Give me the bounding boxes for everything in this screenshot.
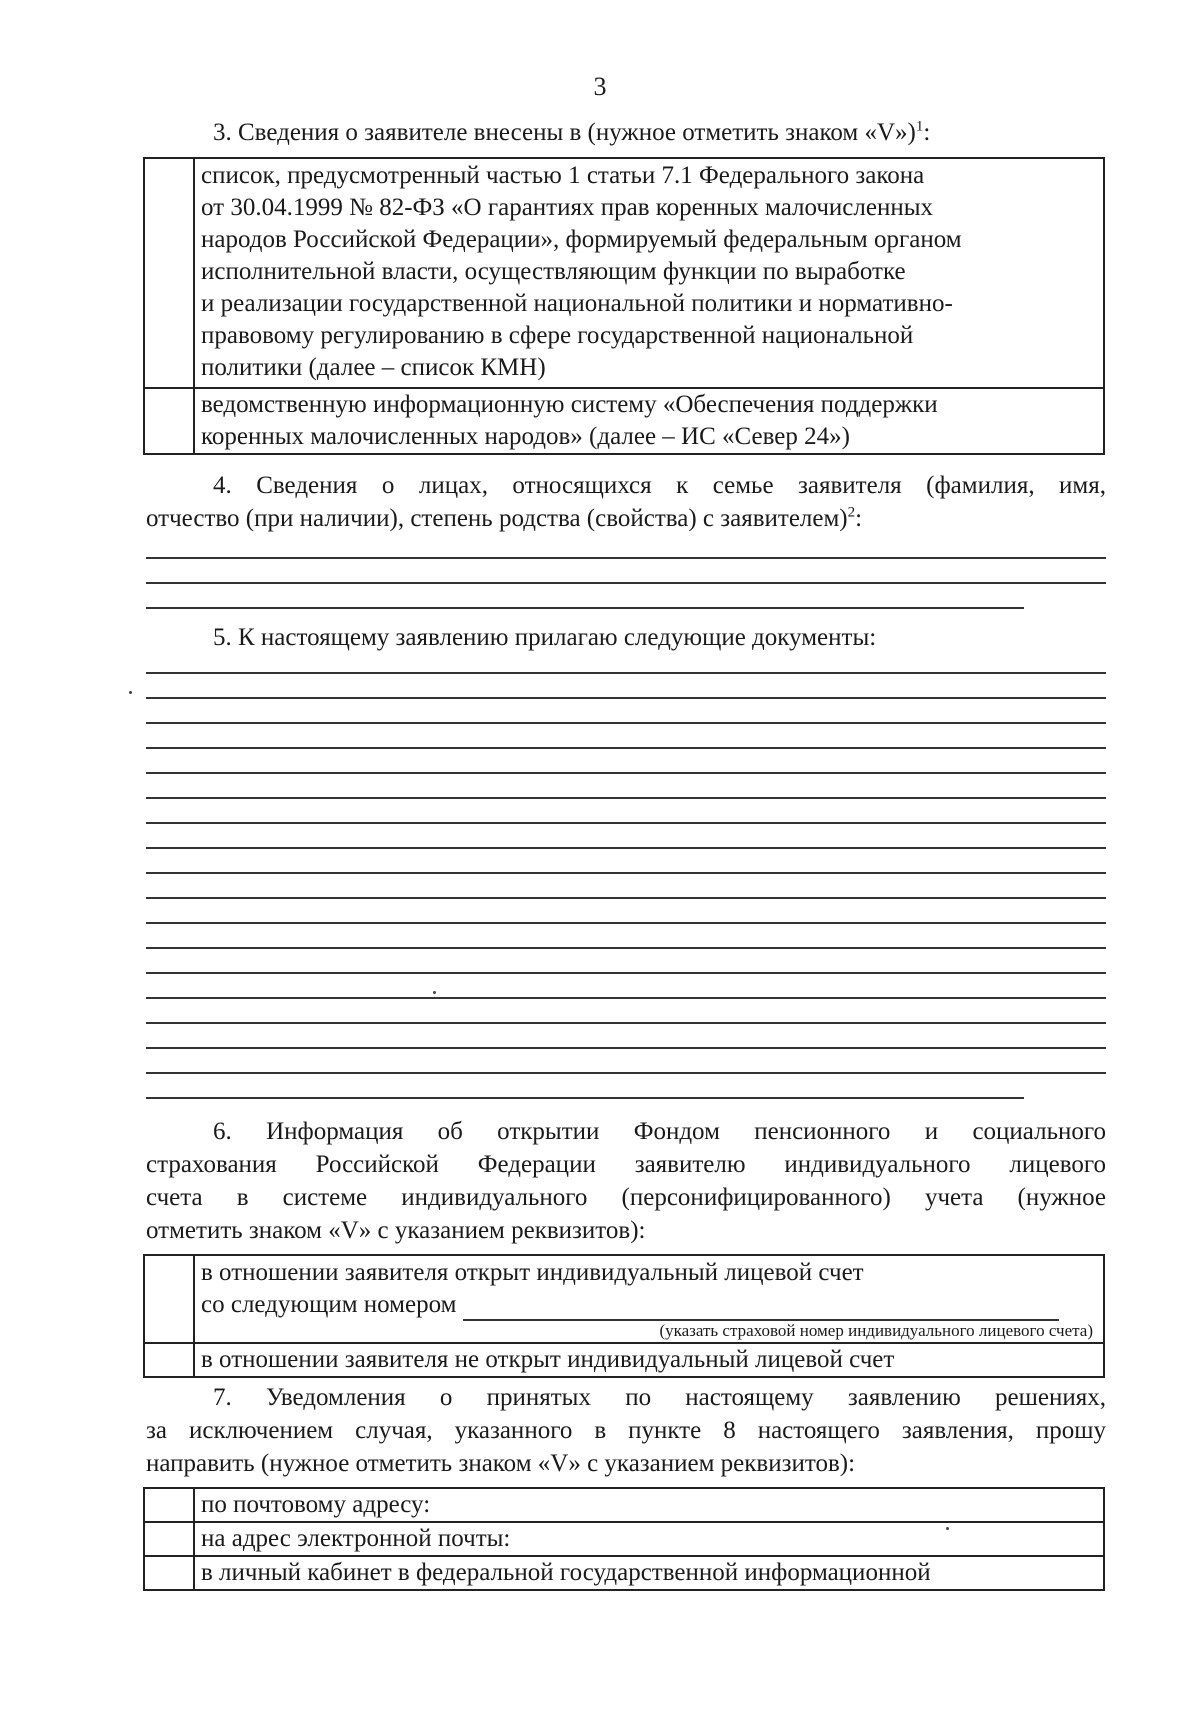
option-line: исполнительной власти, осуществляющим функции по выработке xyxy=(201,258,906,285)
option-text-personal-cabinet: в личный кабинет в федеральной государственной информационной xyxy=(194,1556,1104,1590)
option-row-account-opened xyxy=(144,1255,1104,1343)
section-4-line-2-colon: : xyxy=(855,505,863,532)
documents-field[interactable] xyxy=(146,797,1106,799)
page-number: 3 xyxy=(593,72,607,101)
footnote-mark-2: 2 xyxy=(847,504,856,521)
option-line: правовому регулированию в сфере государственной национальной xyxy=(201,322,914,349)
checkbox-postal-address[interactable] xyxy=(144,1488,194,1522)
documents-field[interactable] xyxy=(146,922,1106,924)
section-7-paragraph xyxy=(146,1381,1106,1480)
option-text-account-opened xyxy=(194,1255,1104,1343)
documents-field[interactable] xyxy=(146,672,1106,674)
checkbox-email[interactable] xyxy=(144,1522,194,1556)
checkbox-account-opened[interactable] xyxy=(144,1255,194,1343)
section-7-line: за исключением случая, указанного в пункте 8 настоящего заявления, прошу xyxy=(146,1417,1106,1444)
documents-field[interactable] xyxy=(146,822,1106,824)
checkbox-kmn-list[interactable] xyxy=(144,158,194,388)
option-text-email: на адрес электронной почты: xyxy=(194,1522,1104,1556)
section-4-line-2-text: отчество (при наличии), степень родства (свойства) с заявителем) xyxy=(146,505,848,532)
section-3-options-table xyxy=(143,157,1105,455)
documents-field[interactable] xyxy=(146,897,1106,899)
section-6-line: страхования Российской Федерации заявителю индивидуального лицевого xyxy=(146,1151,1106,1178)
section-5-heading: 5. К настоящему заявлению прилагаю следующие документы: xyxy=(213,624,877,651)
section-7-line: направить (нужное отметить знаком «V» с указанием реквизитов): xyxy=(146,1450,856,1477)
option-line: коренных малочисленных народов» (далее – ИС «Север 24») xyxy=(201,423,850,450)
documents-field[interactable] xyxy=(146,1047,1106,1049)
option-text-kmn-list xyxy=(194,158,1104,388)
section-6-options-table xyxy=(143,1254,1105,1378)
option-text-postal-address: по почтовому адресу: xyxy=(194,1488,1104,1522)
scan-speck xyxy=(129,691,132,694)
option-text-sever-24 xyxy=(194,388,1104,454)
option-row-account-not-opened xyxy=(144,1343,1104,1377)
documents-field[interactable] xyxy=(146,972,1106,974)
section-4-line-1: 4. Сведения о лицах, относящихся к семье заявителя (фамилия, имя, xyxy=(213,472,1106,499)
account-opened-label: со следующим номером xyxy=(201,1291,457,1318)
scan-speck xyxy=(433,991,436,994)
checkbox-personal-cabinet[interactable] xyxy=(144,1556,194,1590)
section-7-options-table xyxy=(143,1487,1105,1591)
documents-field[interactable] xyxy=(146,1072,1106,1074)
option-line: народов Российской Федерации», формируемый федеральным органом xyxy=(201,226,962,253)
checkbox-account-not-opened[interactable] xyxy=(144,1343,194,1377)
family-info-field[interactable] xyxy=(146,607,1024,609)
scan-speck xyxy=(946,1527,949,1530)
option-line: список, предусмотренный частью 1 статьи 7.1 Федерального закона xyxy=(201,162,925,189)
footnote-mark-1: 1 xyxy=(915,118,924,135)
section-4-line-2 xyxy=(146,502,1106,535)
documents-field[interactable] xyxy=(146,1022,1106,1024)
section-6-line: отметить знаком «V» с указанием реквизитов): xyxy=(146,1217,646,1244)
section-6-line: 6. Информация об открытии Фондом пенсионного и социального xyxy=(213,1118,1106,1145)
documents-field[interactable] xyxy=(146,1097,1024,1099)
section-3-heading xyxy=(213,116,930,149)
option-row-email xyxy=(144,1522,1104,1556)
section-3-heading-colon: : xyxy=(923,119,931,146)
family-info-field[interactable] xyxy=(146,582,1106,584)
option-line: ведомственную информационную систему «Обеспечения поддержки xyxy=(201,391,938,418)
documents-field[interactable] xyxy=(146,722,1106,724)
section-6-paragraph xyxy=(146,1115,1106,1247)
family-info-field[interactable] xyxy=(146,557,1106,559)
documents-field[interactable] xyxy=(146,847,1106,849)
option-row-sever-24 xyxy=(144,388,1104,454)
section-3-heading-text: 3. Сведения о заявителе внесены в (нужное отметить знаком «V») xyxy=(213,119,916,146)
option-text-account-not-opened: в отношении заявителя не открыт индивидуальный лицевой счет xyxy=(194,1343,1104,1377)
option-row-postal xyxy=(144,1488,1104,1522)
option-line: и реализации государственной национальной политики и нормативно- xyxy=(201,290,953,317)
insurance-number-hint: (указать страховой номер индивидуального лицевого счета) xyxy=(659,1321,1093,1340)
option-line: от 30.04.1999 № 82-ФЗ «О гарантиях прав коренных малочисленных xyxy=(201,194,934,221)
checkbox-sever-24[interactable] xyxy=(144,388,194,454)
documents-field[interactable] xyxy=(146,697,1106,699)
documents-field[interactable] xyxy=(146,872,1106,874)
option-row-personal-cabinet xyxy=(144,1556,1104,1590)
section-6-line: счета в системе индивидуального (персонифицированного) учета (нужное xyxy=(146,1184,1106,1211)
section-4-paragraph xyxy=(146,469,1106,535)
account-opened-line-1: в отношении заявителя открыт индивидуальный лицевой счет xyxy=(201,1259,864,1286)
documents-field[interactable] xyxy=(146,947,1106,949)
account-opened-line-2 xyxy=(201,1289,1097,1321)
section-7-line: 7. Уведомления о принятых по настоящему заявлению решениях, xyxy=(213,1384,1106,1411)
documents-field[interactable] xyxy=(146,747,1106,749)
documents-field[interactable] xyxy=(146,997,1106,999)
option-line: политики (далее – список КМН) xyxy=(201,354,546,381)
documents-field[interactable] xyxy=(146,772,1106,774)
insurance-number-field[interactable] xyxy=(463,1297,1059,1321)
option-row-kmn-list xyxy=(144,158,1104,388)
